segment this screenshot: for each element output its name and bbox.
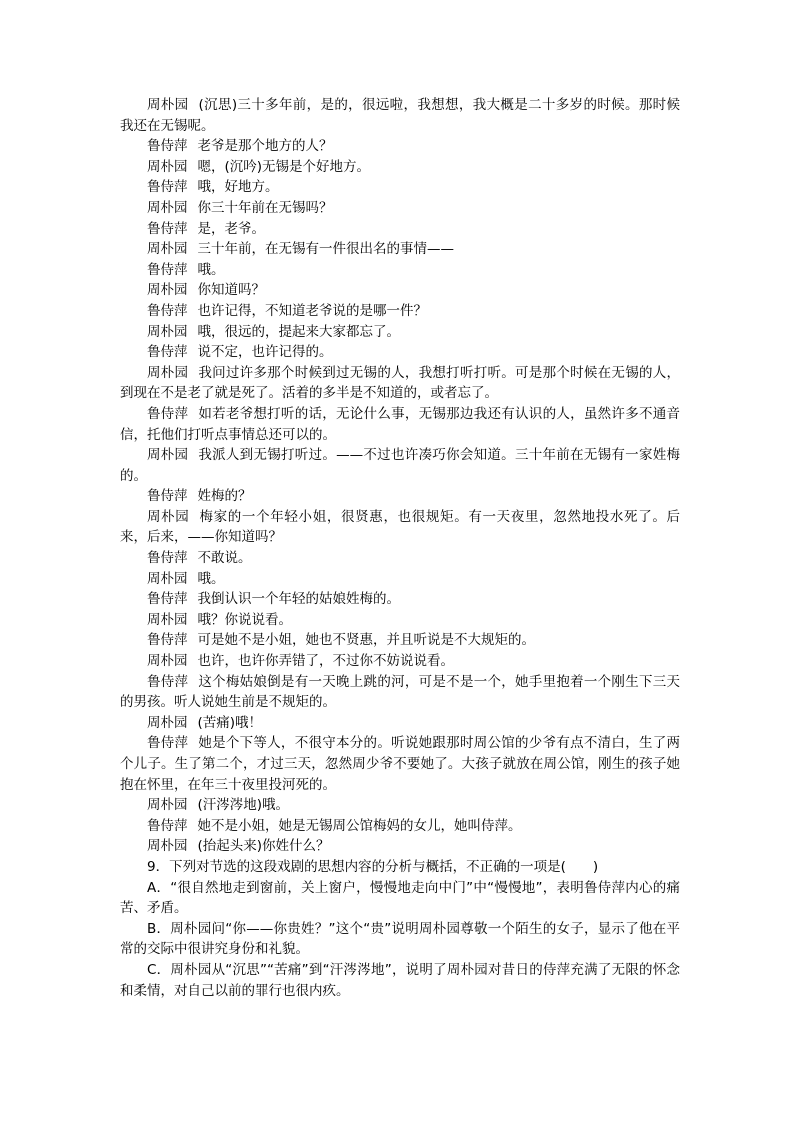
dialogue-line — [120, 95, 680, 136]
dialogue-line — [120, 548, 680, 569]
speaker-name: 周朴园 — [147, 323, 188, 340]
dialogue-text: 哦。 — [197, 261, 225, 278]
dialogue-line — [120, 157, 680, 178]
dialogue-line — [120, 507, 680, 548]
dialogue-line — [120, 836, 680, 857]
speaker-name: 鲁侍萍 — [147, 344, 188, 361]
speaker-name: 周朴园 — [147, 714, 188, 731]
dialogue-line — [120, 198, 680, 219]
dialogue-line — [120, 239, 680, 260]
dialogue-text: 这个梅姑娘倒是有一天晚上跳的河，可是不是一个，她手里抱着一个刚生下三天的男孩。听人说她生前是不规矩的。 — [120, 673, 681, 711]
speaker-name: 周朴园 — [147, 241, 188, 258]
dialogue-text: 哦，很远的，提起来大家都忘了。 — [197, 323, 400, 340]
speaker-name: 周朴园 — [147, 653, 188, 670]
dialogue-text: 我派人到无锡打听过。——不过也许凑巧你会知道。三十年前在无锡有一家姓梅的。 — [120, 447, 681, 484]
dialogue-text: 是，老爷。 — [197, 220, 265, 237]
dialogue-text: 你三十年前在无锡吗？ — [197, 199, 333, 216]
dialogue-text: 也许，也许你弄错了，不过你不妨说说看。 — [197, 653, 454, 670]
question-section — [120, 857, 680, 1001]
speaker-name: 周朴园 — [147, 508, 190, 525]
dialogue-line — [120, 816, 680, 837]
document-content — [120, 95, 680, 1001]
speaker-name: 周朴园 — [147, 158, 188, 175]
dialogue-line — [120, 301, 680, 322]
dialogue-line — [120, 589, 680, 610]
speaker-name: 鲁侍萍 — [147, 817, 188, 834]
dialogue-text: 她不是小姐，她是无锡周公馆梅妈的女儿，她叫侍萍。 — [197, 817, 522, 834]
question-stem: 9．下列对节选的这段戏剧的思想内容的分析与概括，不正确的一项是( ) — [147, 858, 599, 875]
dialogue-line — [120, 445, 680, 486]
dialogue-line — [120, 733, 680, 795]
speaker-name: 鲁侍萍 — [147, 673, 189, 690]
speaker-name: 周朴园 — [147, 364, 189, 381]
dialogue-text: (沉思)三十多年前，是的，很远啦，我想想，我大概是二十多岁的时候。那时候我还在无锡呢。 — [120, 97, 680, 134]
dialogue-text: 姓梅的？ — [197, 488, 252, 505]
dialogue-text: 我问过许多那个时候到过无锡的人，我想打听打听。可是那个时候在无锡的人，到现在不是老了就是死了。活着的多半是不知道的，或者忘了。 — [120, 364, 681, 402]
speaker-name: 鲁侍萍 — [147, 488, 188, 505]
speaker-name: 鲁侍萍 — [147, 632, 188, 649]
dialogue-text: (抬起头来)你姓什么？ — [197, 838, 330, 855]
option-c: C．周朴园从“沉思”“苦痛”到“汗涔涔地”，说明了周朴园对昔日的侍萍充满了无限的怀念和柔情，对自己以前的罪行也很内疚。 — [120, 961, 680, 999]
option-b: B．周朴园问“你——你贵姓？”这个“贵”说明周朴园尊敬一个陌生的女子，显示了他在平常的交际中很讲究身份和礼貌。 — [120, 920, 680, 958]
dialogue-line — [120, 795, 680, 816]
dialogue-text: 可是她不是小姐，她也不贤惠，并且听说是不大规矩的。 — [197, 632, 535, 649]
dialogue-text: 也许记得，不知道老爷说的是哪一件？ — [197, 302, 427, 319]
dialogue-text: 三十年前，在无锡有一件很出名的事情—— — [197, 241, 454, 258]
speaker-name: 周朴园 — [147, 447, 189, 464]
dialogue-line — [120, 260, 680, 281]
dialogue-line — [120, 177, 680, 198]
dialogue-section — [120, 95, 680, 857]
dialogue-line — [120, 630, 680, 651]
dialogue-text: 我倒认识一个年轻的姑娘姓梅的。 — [197, 591, 400, 608]
dialogue-line — [120, 342, 680, 363]
speaker-name: 周朴园 — [147, 282, 188, 299]
dialogue-text: 哦？你说说看。 — [197, 611, 292, 628]
dialogue-text: 她是个下等人，不很守本分的。听说她跟那时周公馆的少爷有点不清白，生了两个儿子。生了第二个，才过三天，忽然周少爷不要她了。大孩子就放在周公馆，刚生的孩子她抱在怀里，在年三十夜里投河死的。 — [120, 735, 681, 793]
speaker-name: 鲁侍萍 — [147, 138, 188, 155]
dialogue-line — [120, 404, 680, 445]
dialogue-text: 嗯，(沉吟)无锡是个好地方。 — [197, 158, 371, 175]
dialogue-line — [120, 569, 680, 590]
speaker-name: 周朴园 — [147, 199, 188, 216]
dialogue-text: (苦痛)哦！ — [197, 714, 263, 731]
dialogue-text: 不敢说。 — [197, 550, 252, 567]
speaker-name: 鲁侍萍 — [147, 220, 188, 237]
dialogue-text: 梅家的一个年轻小姐，很贤惠，也很规矩。有一天夜里，忽然地投水死了。后来，后来，——你知道吗？ — [120, 508, 681, 546]
dialogue-text: 老爷是那个地方的人？ — [197, 138, 333, 155]
dialogue-text: 说不定，也许记得的。 — [197, 344, 333, 361]
speaker-name: 周朴园 — [147, 97, 189, 113]
dialogue-text: 哦，好地方。 — [197, 179, 279, 196]
speaker-name: 鲁侍萍 — [147, 550, 188, 567]
speaker-name: 周朴园 — [147, 570, 188, 587]
speaker-name: 鲁侍萍 — [147, 302, 188, 319]
dialogue-line — [120, 363, 680, 404]
speaker-name: 鲁侍萍 — [147, 591, 188, 608]
speaker-name: 鲁侍萍 — [147, 179, 188, 196]
dialogue-line — [120, 713, 680, 734]
speaker-name: 鲁侍萍 — [147, 405, 189, 422]
dialogue-line — [120, 280, 680, 301]
dialogue-text: (汗涔涔地)哦。 — [197, 797, 290, 814]
dialogue-line — [120, 219, 680, 240]
dialogue-line — [120, 610, 680, 631]
speaker-name: 周朴园 — [147, 797, 188, 814]
dialogue-line — [120, 651, 680, 672]
speaker-name: 周朴园 — [147, 611, 188, 628]
dialogue-line — [120, 672, 680, 713]
dialogue-line — [120, 486, 680, 507]
question-options — [120, 878, 680, 1002]
dialogue-line — [120, 322, 680, 343]
dialogue-text: 你知道吗？ — [197, 282, 265, 299]
speaker-name: 周朴园 — [147, 838, 188, 855]
option-a: A．“很自然地走到窗前，关上窗户，慢慢地走向中门”中“慢慢地”，表明鲁侍萍内心的痛苦、矛盾。 — [120, 879, 680, 917]
speaker-name: 鲁侍萍 — [147, 261, 188, 278]
dialogue-text: 如若老爷想打听的话，无论什么事，无锡那边我还有认识的人，虽然许多不通音信，托他们打听点事情总还可以的。 — [120, 405, 681, 443]
dialogue-text: 哦。 — [197, 570, 225, 587]
dialogue-line — [120, 136, 680, 157]
speaker-name: 鲁侍萍 — [147, 735, 189, 752]
